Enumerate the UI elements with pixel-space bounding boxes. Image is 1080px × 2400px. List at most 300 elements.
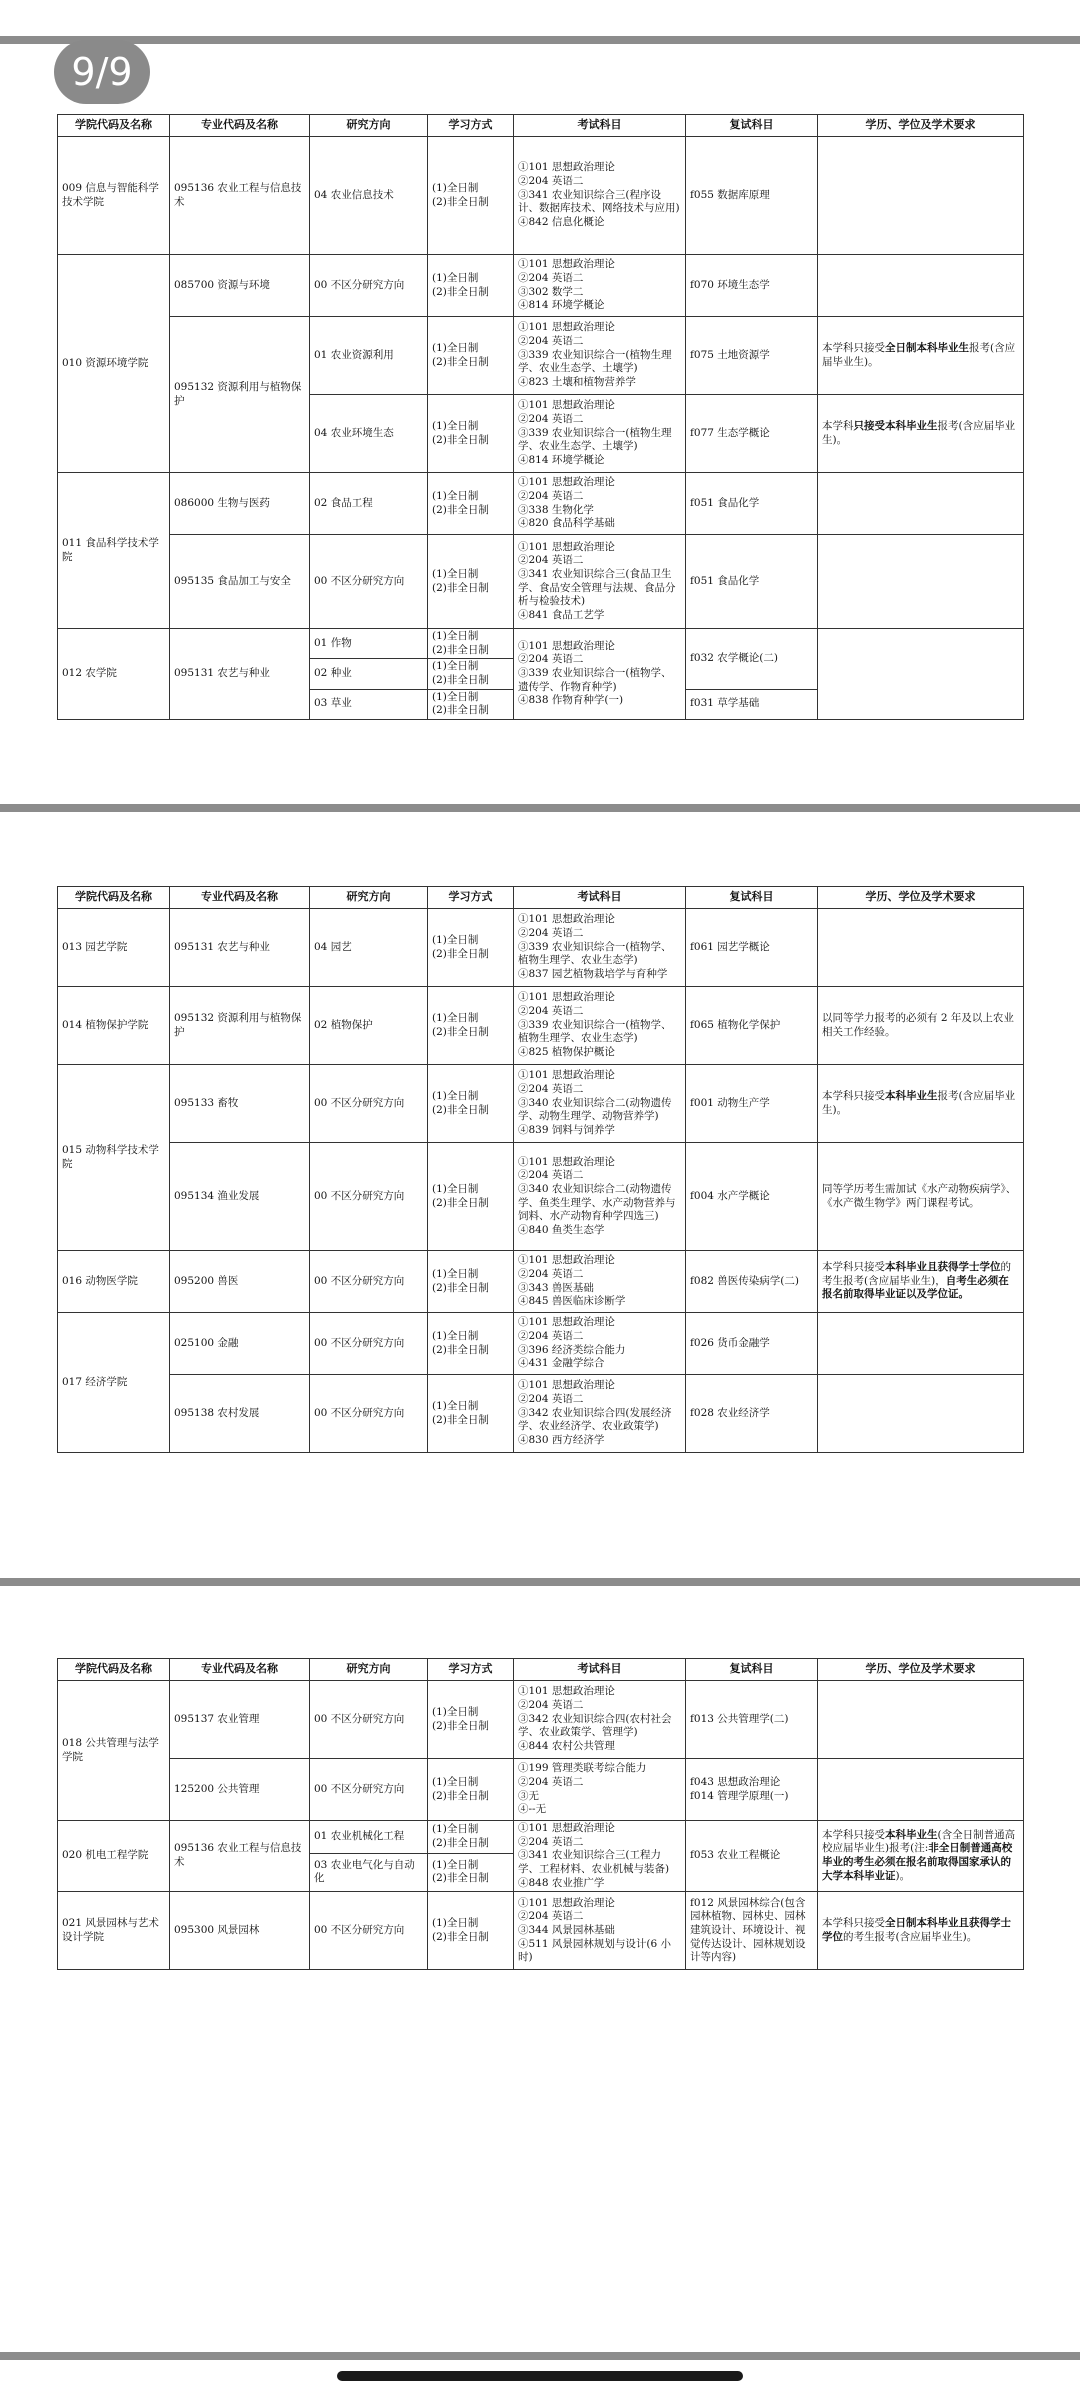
requirement-text: 本学科只接受 [822, 1089, 885, 1102]
study-mode-line: (1)全日制 [432, 1823, 479, 1836]
column-header: 学习方式 [428, 115, 514, 137]
exam-subject: ①101 思想政治理论 [518, 540, 615, 553]
direction-cell: 00 不区分研究方向 [310, 1892, 428, 1970]
exam-subject: ④820 食品科学基础 [518, 517, 615, 530]
major-cell: 025100 金融 [170, 1313, 310, 1375]
study-mode-line: (1)全日制 [432, 1182, 479, 1195]
exam-subject: ①199 管理类联考综合能力 [518, 1762, 647, 1775]
direction-cell: 00 不区分研究方向 [310, 1375, 428, 1453]
exam-subject: ④844 农村公共管理 [518, 1739, 615, 1752]
requirement-emphasis: 全日制本科毕业且获得学士学位 [822, 1917, 1011, 1943]
exam-subject: ①101 思想政治理论 [518, 399, 615, 412]
exam-subjects-cell [514, 137, 686, 255]
study-mode-line: (2)非全日制 [432, 947, 489, 960]
major-cell: 095133 畜牧 [170, 1065, 310, 1143]
exam-subject: ④814 环境学概论 [518, 453, 605, 466]
college-cell: 015 动物科学技术学院 [58, 1065, 170, 1251]
column-header: 研究方向 [310, 887, 428, 909]
study-mode-cell [428, 1143, 514, 1251]
study-mode-line: (2)非全日制 [432, 673, 489, 686]
study-mode-cell [428, 1892, 514, 1970]
column-header: 学院代码及名称 [58, 115, 170, 137]
requirement-text: (含全日制普通高校应届毕业生)报考(注: [822, 1828, 1016, 1855]
retest-subject-cell [686, 987, 818, 1065]
table-row [58, 1251, 1024, 1313]
direction-cell: 00 不区分研究方向 [310, 1251, 428, 1313]
exam-subject: ②204 英语二 [518, 175, 584, 188]
exam-subject: ③无 [518, 1789, 539, 1802]
exam-subject: ③340 农业知识综合二(动物遗传学、鱼类生理学、水产动物营养与饲料、水产动物育种学四选三) [518, 1182, 676, 1223]
study-mode-line: (1)全日制 [432, 1858, 479, 1871]
column-header: 专业代码及名称 [170, 115, 310, 137]
column-header: 复试科目 [686, 887, 818, 909]
exam-subject: ③340 农业知识综合二(动物遗传学、动物生理学、动物营养学) [518, 1096, 672, 1123]
major-cell: 095136 农业工程与信息技术 [170, 137, 310, 255]
direction-cell: 00 不区分研究方向 [310, 1681, 428, 1759]
study-mode-line: (2)非全日制 [432, 1103, 489, 1116]
exam-subject: ②204 英语二 [518, 1005, 584, 1018]
college-cell: 010 资源环境学院 [58, 255, 170, 473]
direction-cell: 04 园艺 [310, 909, 428, 987]
exam-subjects-cell [514, 629, 686, 720]
study-mode-line: (2)非全日制 [432, 581, 489, 594]
exam-subjects-cell [514, 255, 686, 317]
study-mode-line: (1)全日制 [432, 341, 479, 354]
study-mode-line: (2)非全日制 [432, 1343, 489, 1356]
exam-subject: ①101 思想政治理论 [518, 1685, 615, 1698]
retest-subject-cell [686, 689, 818, 719]
page-indicator: 9/9 [54, 40, 150, 104]
requirement-cell [818, 395, 1024, 473]
exam-subject: ①101 思想政治理论 [518, 321, 615, 334]
home-indicator[interactable] [337, 2371, 743, 2381]
retest-subject-cell [686, 1821, 818, 1892]
exam-subject: ③339 农业知识综合一(植物学、植物生理学、农业生态学) [518, 1018, 672, 1045]
column-header: 专业代码及名称 [170, 887, 310, 909]
requirement-cell [818, 1681, 1024, 1759]
exam-subjects-cell [514, 1892, 686, 1970]
study-mode-line: (2)非全日制 [432, 285, 489, 298]
requirement-text: 本学科只接受 [822, 341, 885, 354]
header-row [58, 115, 1024, 137]
retest-subject: f051 食品化学 [690, 496, 760, 509]
column-header: 考试科目 [514, 1659, 686, 1681]
exam-subject: ④837 园艺植物栽培学与育种学 [518, 967, 668, 980]
requirement-cell [818, 1251, 1024, 1313]
study-mode-line: (1)全日制 [432, 1775, 479, 1788]
table-row [58, 1759, 1024, 1821]
exam-subject: ②204 英语二 [518, 1835, 584, 1848]
direction-cell: 04 农业信息技术 [310, 137, 428, 255]
exam-subject: ②204 英语二 [518, 1910, 584, 1923]
retest-subject-cell [686, 1892, 818, 1970]
exam-subject: ④--无 [518, 1803, 547, 1816]
exam-subjects-cell [514, 1681, 686, 1759]
study-mode-line: (2)非全日制 [432, 1836, 489, 1849]
retest-subject: f014 管理学原理(一) [690, 1789, 789, 1802]
retest-subject-cell [686, 535, 818, 629]
direction-cell: 00 不区分研究方向 [310, 1759, 428, 1821]
requirement-text: 的考生报考(含应届毕业生)。 [843, 1930, 978, 1943]
study-mode-line: (2)非全日制 [432, 1872, 489, 1885]
major-cell: 095132 资源利用与植物保护 [170, 987, 310, 1065]
column-header: 研究方向 [310, 115, 428, 137]
table-row [58, 137, 1024, 255]
exam-subjects-cell [514, 535, 686, 629]
column-header: 学历、学位及学术要求 [818, 887, 1024, 909]
retest-subject: f061 园艺学概论 [690, 940, 770, 953]
requirement-emphasis: 本科毕业且获得学士学位 [885, 1261, 1001, 1274]
exam-subject: ①101 思想政治理论 [518, 639, 615, 652]
exam-subject: ②204 英语二 [518, 1329, 584, 1342]
major-cell: 095134 渔业发展 [170, 1143, 310, 1251]
major-cell: 095132 资源利用与植物保护 [170, 317, 310, 473]
header-row [58, 1659, 1024, 1681]
requirement-text: 以同等学力报考的必须有 2 年及以上农业相关工作经验。 [822, 1011, 1014, 1038]
college-cell: 016 动物医学院 [58, 1251, 170, 1313]
exam-subject: ②204 英语二 [518, 1169, 584, 1182]
exam-subject: ③343 兽医基础 [518, 1281, 594, 1294]
table-row [58, 1892, 1024, 1970]
major-cell: 086000 生物与医药 [170, 473, 310, 535]
requirement-emphasis: 本科毕业生 [885, 1089, 938, 1102]
college-cell: 012 农学院 [58, 629, 170, 720]
page-separator-2 [0, 1578, 1080, 1586]
study-mode-line: (1)全日制 [432, 1329, 479, 1342]
exam-subject: ④823 土壤和植物营养学 [518, 375, 636, 388]
requirement-text: 报考(含应届毕业生)。 [822, 1089, 1016, 1116]
exam-subject: ②204 英语二 [518, 1083, 584, 1096]
exam-subject: ①101 思想政治理论 [518, 1316, 615, 1329]
retest-subject: f043 思想政治理论 [690, 1775, 781, 1788]
college-cell: 011 食品科学技术学院 [58, 473, 170, 629]
requirement-emphasis: 本科毕业生 [885, 1828, 938, 1841]
table-row [58, 1375, 1024, 1453]
column-header: 学院代码及名称 [58, 887, 170, 909]
exam-subject: ①101 思想政治理论 [518, 476, 615, 489]
retest-subject-cell [686, 255, 818, 317]
exam-subject: ③341 农业知识综合三(食品卫生学、食品安全管理与法规、食品分析与检验技术) [518, 567, 676, 608]
direction-cell: 02 植物保护 [310, 987, 428, 1065]
requirement-emphasis: 非全日制普通高校毕业的考生必须在报名前取得国家承认的大学本科毕业证 [822, 1842, 1013, 1882]
study-mode-line: (2)非全日制 [432, 1789, 489, 1802]
requirement-cell [818, 1375, 1024, 1453]
requirement-text: 本学科 [822, 419, 854, 432]
direction-cell: 04 农业环境生态 [310, 395, 428, 473]
exam-subject: ③344 风景园林基础 [518, 1923, 615, 1936]
exam-subject: ①101 思想政治理论 [518, 991, 615, 1004]
exam-subject: ④845 兽医临床诊断学 [518, 1295, 626, 1308]
header-row [58, 887, 1024, 909]
direction-cell: 01 农业资源利用 [310, 317, 428, 395]
retest-subject: f082 兽医传染病学(二) [690, 1274, 799, 1287]
retest-subject-cell [686, 317, 818, 395]
requirement-cell [818, 1759, 1024, 1821]
requirement-cell [818, 1143, 1024, 1251]
study-mode-line: (2)非全日制 [432, 433, 489, 446]
table-row [58, 473, 1024, 535]
major-cell: 095300 风景园林 [170, 1892, 310, 1970]
page-separator-top [0, 36, 1080, 44]
exam-subject: ③339 农业知识综合一(植物学、植物生理学、农业生态学) [518, 940, 672, 967]
exam-subject: ④848 农业推广学 [518, 1876, 605, 1889]
requirement-cell [818, 137, 1024, 255]
study-mode-line: (2)非全日制 [432, 195, 489, 208]
exam-subject: ①101 思想政治理论 [518, 1254, 615, 1267]
column-header: 考试科目 [514, 887, 686, 909]
study-mode-line: (1)全日制 [432, 1089, 479, 1102]
retest-subject-cell [686, 137, 818, 255]
exam-subject: ④431 金融学综合 [518, 1357, 605, 1370]
exam-subject: ③339 农业知识综合一(植物生理学、农业生态学、土壤学) [518, 348, 672, 375]
exam-subject: ③302 数学二 [518, 285, 584, 298]
study-mode-cell [428, 1251, 514, 1313]
exam-subject: ①101 思想政治理论 [518, 1896, 615, 1909]
exam-subject: ③338 生物化学 [518, 503, 594, 516]
study-mode-cell [428, 1853, 514, 1892]
retest-subject: f053 农业工程概论 [690, 1849, 781, 1862]
direction-cell: 00 不区分研究方向 [310, 535, 428, 629]
requirement-text: 报考(含应届毕业生)。 [822, 419, 1016, 446]
study-mode-line: (1)全日制 [432, 567, 479, 580]
requirement-cell [818, 535, 1024, 629]
study-mode-line: (2)非全日制 [432, 1413, 489, 1426]
study-mode-line: (1)全日制 [432, 489, 479, 502]
table-row [58, 1821, 1024, 1854]
retest-subject: f031 草学基础 [690, 697, 760, 710]
major-cell: 095135 食品加工与安全 [170, 535, 310, 629]
major-cell: 095137 农业管理 [170, 1681, 310, 1759]
study-mode-line: (1)全日制 [432, 271, 479, 284]
study-mode-cell [428, 629, 514, 659]
retest-subject: f070 环境生态学 [690, 278, 770, 291]
retest-subject-cell [686, 1313, 818, 1375]
exam-subject: ②204 英语二 [518, 1775, 584, 1788]
column-header: 学习方式 [428, 1659, 514, 1681]
table-row [58, 1313, 1024, 1375]
retest-subject-cell [686, 1251, 818, 1313]
page-separator-1 [0, 804, 1080, 812]
retest-subject: f012 风景园林综合(包含园林植物、园林史、园林建筑设计、环境设计、视觉传达设计、园林规划设计等内容) [690, 1896, 806, 1964]
exam-subject: ④841 食品工艺学 [518, 608, 605, 621]
study-mode-line: (2)非全日制 [432, 1719, 489, 1732]
requirement-emphasis: 全日制本科毕业生 [885, 341, 969, 354]
college-cell: 018 公共管理与法学学院 [58, 1681, 170, 1821]
exam-subject: ①101 思想政治理论 [518, 1822, 615, 1834]
requirement-cell [818, 909, 1024, 987]
exam-subject: ④825 植物保护概论 [518, 1045, 615, 1058]
study-mode-cell [428, 909, 514, 987]
study-mode-line: (1)全日制 [432, 1267, 479, 1280]
exam-subjects-cell [514, 1759, 686, 1821]
column-header: 学院代码及名称 [58, 1659, 170, 1681]
study-mode-line: (1)全日制 [432, 1399, 479, 1412]
exam-subject: ②204 英语二 [518, 335, 584, 348]
requirement-cell [818, 473, 1024, 535]
study-mode-cell [428, 1313, 514, 1375]
study-mode-line: (2)非全日制 [432, 1281, 489, 1294]
column-header: 专业代码及名称 [170, 1659, 310, 1681]
requirement-cell [818, 255, 1024, 317]
study-mode-cell [428, 1821, 514, 1854]
table-row [58, 1681, 1024, 1759]
retest-subject: f004 水产学概论 [690, 1189, 770, 1202]
requirement-text: 本学科只接受 [822, 1828, 885, 1841]
table-row [58, 317, 1024, 395]
study-mode-line: (1)全日制 [432, 630, 479, 642]
study-mode-line: (1)全日制 [432, 1705, 479, 1718]
admission-table-2 [57, 886, 1024, 1453]
retest-subject: f055 数据库原理 [690, 188, 770, 201]
exam-subjects-cell [514, 1375, 686, 1453]
exam-subject: ③341 农业知识综合三(工程力学、工程材料、农业机械与装备) [518, 1849, 670, 1875]
retest-subject-cell [686, 629, 818, 690]
exam-subject: ①101 思想政治理论 [518, 1155, 615, 1168]
column-header: 研究方向 [310, 1659, 428, 1681]
exam-subject: ④840 鱼类生态学 [518, 1223, 605, 1236]
college-cell: 017 经济学院 [58, 1313, 170, 1453]
exam-subjects-cell [514, 1821, 686, 1892]
study-mode-line: (2)非全日制 [432, 355, 489, 368]
study-mode-cell [428, 1065, 514, 1143]
direction-cell: 00 不区分研究方向 [310, 1313, 428, 1375]
exam-subject: ③342 农业知识综合四(农村社会学、农业政策学、管理学) [518, 1712, 672, 1739]
retest-subject-cell [686, 1375, 818, 1453]
requirement-text: 本学科只接受 [822, 1917, 885, 1930]
admission-table-3 [57, 1658, 1024, 1970]
exam-subjects-cell [514, 1143, 686, 1251]
study-mode-line: (2)非全日制 [432, 704, 489, 717]
major-cell: 095200 兽医 [170, 1251, 310, 1313]
exam-subjects-cell [514, 1065, 686, 1143]
exam-subject: ④511 风景园林规划与设计(6 小时) [518, 1937, 671, 1964]
direction-cell: 01 作物 [310, 629, 428, 659]
table-row [58, 255, 1024, 317]
retest-subject-cell [686, 395, 818, 473]
study-mode-cell [428, 137, 514, 255]
study-mode-cell [428, 689, 514, 719]
study-mode-line: (1)全日制 [432, 181, 479, 194]
requirement-cell [818, 317, 1024, 395]
exam-subject: ②204 英语二 [518, 653, 584, 666]
requirement-text: )。 [895, 1869, 911, 1882]
exam-subjects-cell [514, 1313, 686, 1375]
retest-subject-cell [686, 1065, 818, 1143]
exam-subject: ①101 思想政治理论 [518, 161, 615, 174]
direction-cell: 00 不区分研究方向 [310, 255, 428, 317]
study-mode-line: (1)全日制 [432, 419, 479, 432]
retest-subject: f051 食品化学 [690, 574, 760, 587]
study-mode-cell [428, 1375, 514, 1453]
exam-subject: ②204 英语二 [518, 413, 584, 426]
table-row [58, 629, 1024, 659]
college-cell: 009 信息与智能科学技术学院 [58, 137, 170, 255]
requirement-cell [818, 1313, 1024, 1375]
exam-subject: ③396 经济类综合能力 [518, 1343, 626, 1356]
requirement-text: 的考生报考(含应届毕业生)， [822, 1261, 1011, 1287]
study-mode-line: (2)非全日制 [432, 1930, 489, 1943]
exam-subject: ①101 思想政治理论 [518, 913, 615, 926]
table-row [58, 987, 1024, 1065]
study-mode-cell [428, 255, 514, 317]
study-mode-line: (1)全日制 [432, 690, 479, 703]
retest-subject: f026 货币金融学 [690, 1336, 770, 1349]
requirement-text: 报考(含应届毕业生)。 [822, 341, 1016, 368]
study-mode-line: (1)全日制 [432, 1917, 479, 1930]
retest-subject: f028 农业经济学 [690, 1406, 770, 1419]
exam-subject: ①101 思想政治理论 [518, 1379, 615, 1392]
study-mode-line: (1)全日制 [432, 1011, 479, 1024]
exam-subject: ②204 英语二 [518, 554, 584, 567]
study-mode-line: (1)全日制 [432, 933, 479, 946]
retest-subject-cell [686, 1759, 818, 1821]
study-mode-line: (2)非全日制 [432, 1025, 489, 1038]
study-mode-cell [428, 659, 514, 689]
study-mode-cell [428, 1759, 514, 1821]
direction-cell: 03 草业 [310, 689, 428, 719]
table-row [58, 909, 1024, 987]
exam-subject: ③339 农业知识综合一(植物学、遗传学、作物育种学) [518, 667, 672, 693]
study-mode-cell [428, 987, 514, 1065]
exam-subjects-cell [514, 473, 686, 535]
column-header: 复试科目 [686, 1659, 818, 1681]
exam-subject: ②204 英语二 [518, 271, 584, 284]
exam-subject: ②204 英语二 [518, 1267, 584, 1280]
requirement-emphasis: 自考生必须在报名前取得毕业证以及学位证。 [822, 1274, 1009, 1301]
study-mode-cell [428, 395, 514, 473]
college-cell: 021 风景园林与艺术设计学院 [58, 1892, 170, 1970]
retest-subject-cell [686, 473, 818, 535]
retest-subject-cell [686, 1681, 818, 1759]
requirement-emphasis: 只接受本科毕业生 [853, 419, 938, 432]
college-cell: 020 机电工程学院 [58, 1821, 170, 1892]
study-mode-cell [428, 1681, 514, 1759]
exam-subject: ①101 思想政治理论 [518, 258, 615, 271]
study-mode-cell [428, 317, 514, 395]
exam-subject: ④842 信息化概论 [518, 215, 605, 228]
exam-subject: ④830 西方经济学 [518, 1433, 605, 1446]
retest-subject: f001 动物生产学 [690, 1096, 770, 1109]
major-cell: 125200 公共管理 [170, 1759, 310, 1821]
major-cell: 085700 资源与环境 [170, 255, 310, 317]
direction-cell: 00 不区分研究方向 [310, 1143, 428, 1251]
column-header: 考试科目 [514, 115, 686, 137]
requirement-text: 本学科只接受 [822, 1261, 885, 1274]
direction-cell: 02 种业 [310, 659, 428, 689]
exam-subject: ④838 作物育种学(一) [518, 694, 624, 707]
admission-table-1 [57, 114, 1024, 720]
study-mode-line: (1)全日制 [432, 660, 479, 673]
retest-subject: f065 植物化学保护 [690, 1018, 781, 1031]
retest-subject-cell [686, 1143, 818, 1251]
major-cell: 095131 农艺与种业 [170, 629, 310, 720]
exam-subject: ④839 饲料与饲养学 [518, 1123, 615, 1136]
table-row [58, 1065, 1024, 1143]
exam-subject: ①101 思想政治理论 [518, 1069, 615, 1082]
page-separator-bottom [0, 2352, 1080, 2360]
retest-subject: f032 农学概论(二) [690, 651, 778, 664]
study-mode-line: (2)非全日制 [432, 643, 489, 656]
retest-subject: f077 生态学概论 [690, 426, 770, 439]
major-cell: 095131 农艺与种业 [170, 909, 310, 987]
college-cell: 013 园艺学院 [58, 909, 170, 987]
exam-subject: ②204 英语二 [518, 1699, 584, 1712]
exam-subject: ③342 农业知识综合四(发展经济学、农业经济学、农业政策学) [518, 1406, 672, 1433]
exam-subjects-cell [514, 909, 686, 987]
exam-subject: ②204 英语二 [518, 1393, 584, 1406]
exam-subjects-cell [514, 317, 686, 395]
study-mode-cell [428, 473, 514, 535]
